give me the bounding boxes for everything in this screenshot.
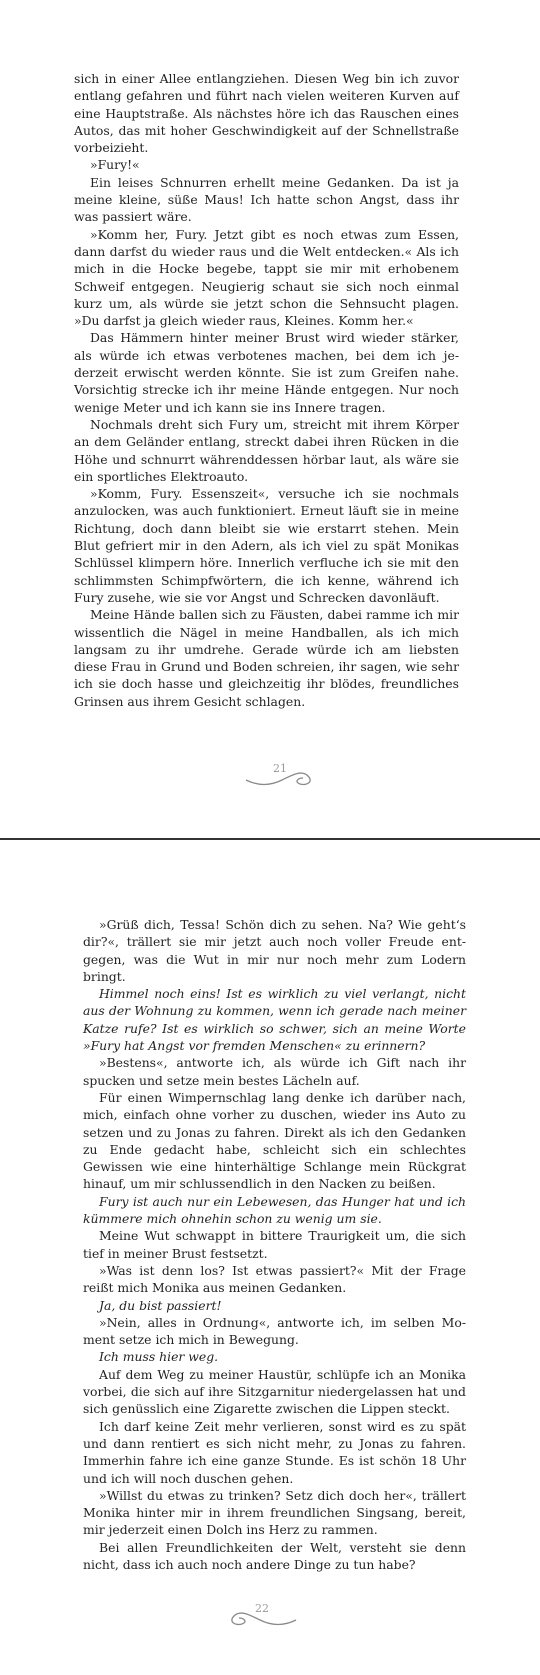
paragraph: »Bestens«, antworte ich, als würde ich Gift nach ihr spucken und setze mein bestes Lächeln auf. (83, 1055, 466, 1088)
paragraph: Meine Hände ballen sich zu Fäusten, dabei ramme ich mir wissentlich die Nägel in meine Handballen, als ich mich langsam zu ihr umdrehe. Gerade würde ich am liebsten diese Frau in Grund und Boden schreien, ihr sagen, wie sehr ich sie doch hasse und gleichzeitig ihr blödes, freundliches Grinsen aus ihrem Gesicht schlagen. (74, 607, 459, 709)
paragraph: Nochmals dreht sich Fury um, streicht mit ihrem Körper an dem Geländer entlang, streckt dabei ihren Rücken in die Höhe und schnurrt währenddessen hörbar laut, als wäre sie ein sportliches Elektroauto. (74, 416, 459, 484)
paragraph: Ich darf keine Zeit mehr verlieren, sonst wird es zu spät und dann rentiert es sich nicht mehr, zu Jonas zu fahren. Immerhin fahre ich eine ganze Stunde. Es ist schön 18 Uhr und ich will noch duschen gehen. (83, 1418, 466, 1486)
page-number: 21 (273, 762, 287, 775)
paragraph: Ein leises Schnurren erhellt meine Gedanken. Da ist ja meine kleine, süße Maus! Ich hatte schon Angst, dass ihr was passiert wäre. (74, 174, 459, 225)
paragraph: Das Hämmern hinter meiner Brust wird wieder stärker, als würde ich etwas verbotenes machen, bei dem ich jederzeit erwischt werden könnte. Sie ist zum Greifen nahe. Vorsichtig strecke ich ihr meine Hände entgegen. Nur noch wenige Meter und ich kann sie ins Innere tragen. (74, 330, 459, 415)
paragraph: sich in einer Allee entlangziehen. Diesen Weg bin ich zuvor entlang gefahren und führt nach vielen weiteren Kurven auf eine Hauptstraße. Als nächstes höre ich das Rauschen eines Autos, das mit hoher Geschwindigkeit auf der Schnellstraße vorbeizieht. (74, 71, 459, 156)
paragraph: Ich muss hier weg. (99, 1349, 219, 1365)
page-22 (0, 840, 540, 1675)
page-22-body-text (83, 916, 466, 1573)
paragraph: Für einen Wimpernschlag lang denke ich darüber nach, mich, einfach ohne vorher zu duschen, wieder ins Auto zu setzen und zu Jonas zu fahren. Direkt als ich den Gedanken zu Ende gedacht habe, schleicht sich ein schlechtes Gewissen wie eine hinterhältige Schlange mein Rückgrat hinauf, um mir schlussendlich in den Nacken zu beißen. (83, 1089, 466, 1192)
page-number: 22 (255, 1602, 269, 1615)
paragraph: Meine Wut schwappt in bittere Traurigkeit um, die sich tief in meiner Brust festsetzt. (83, 1228, 466, 1261)
paragraph: »Komm her, Fury. Jetzt gibt es noch etwas zum Essen, dann darfst du wieder raus und die Welt entdecken.« Als ich mich in die Hocke begebe, tappt sie mir mit erhobenem Schweif entgegen. Neugierig schaut sie sich noch einmal kurz um, als würde sie jetzt schon die Sehnsucht plagen. »Du darfst ja gleich wieder raus, Kleines. Komm her.« (74, 226, 459, 329)
paragraph: »Fury!« (90, 157, 140, 173)
paragraph: »Komm, Fury. Essenszeit«, versuche ich sie nochmals anzulocken, was auch funktioniert. Erneut läuft sie in meine Richtung, doch dann bleibt sie wie erstarrt stehen. Mein Blut gefriert mir in den Adern, als ich viel zu spät Monikas Schlüssel klimpern höre. Innerlich verfluche ich sie mit den schlimmsten Schimpfwörtern, die ich kenne, während ich Fury zusehe, wie sie vor Angst und Schrecken davonläuft. (74, 486, 459, 605)
page-21-body-text (74, 70, 459, 710)
paragraph: »Was ist denn los? Ist etwas passiert?« Mit der Frage reißt mich Monika aus meinen Gedanken. (83, 1262, 466, 1296)
paragraph: Fury ist auch nur ein Lebewesen, das Hunger hat und ich kümmere mich ohnehin schon zu wenig um sie. (83, 1193, 466, 1227)
paragraph: Himmel noch eins! Ist es wirklich zu viel verlangt, nicht aus der Wohnung zu kommen, wenn ich gerade nach meiner Katze rufe? Ist es wirklich so schwer, sich an meine Worte »Fury hat Angst vor fremden Menschen« zu erinnern? (83, 986, 466, 1054)
paragraph: »Nein, alles in Ordnung«, antworte ich, im selben Moment setze ich mich in Bewegung. (83, 1314, 466, 1348)
page-22-folio (222, 1598, 302, 1634)
paragraph: Ja, du bist passiert! (99, 1297, 222, 1313)
paragraph: Bei allen Freundlichkeiten der Welt, versteht sie denn nicht, dass ich auch noch andere Dinge zu tun habe? (83, 1539, 466, 1572)
paragraph: Auf dem Weg zu meiner Haustür, schlüpfe ich an Monika vorbei, die sich auf ihre Sitzgarnitur niedergelassen hat und sich genüsslich eine Zigarette zwischen die Lippen steckt. (83, 1366, 466, 1417)
page-21-folio (240, 758, 320, 794)
paragraph: »Grüß dich, Tessa! Schön dich zu sehen. Na? Wie geht‘s dir?«, trällert sie mir jetzt auch noch voller Freude entgegen, was die Wut in mir nur noch mehr zum Lodern bringt. (83, 917, 466, 984)
paragraph: »Willst du etwas zu trinken? Setz dich doch her«, trällert Monika hinter mir in ihrem freundlichen Singsang, bereit, mir jederzeit einen Dolch ins Herz zu rammen. (83, 1487, 466, 1538)
